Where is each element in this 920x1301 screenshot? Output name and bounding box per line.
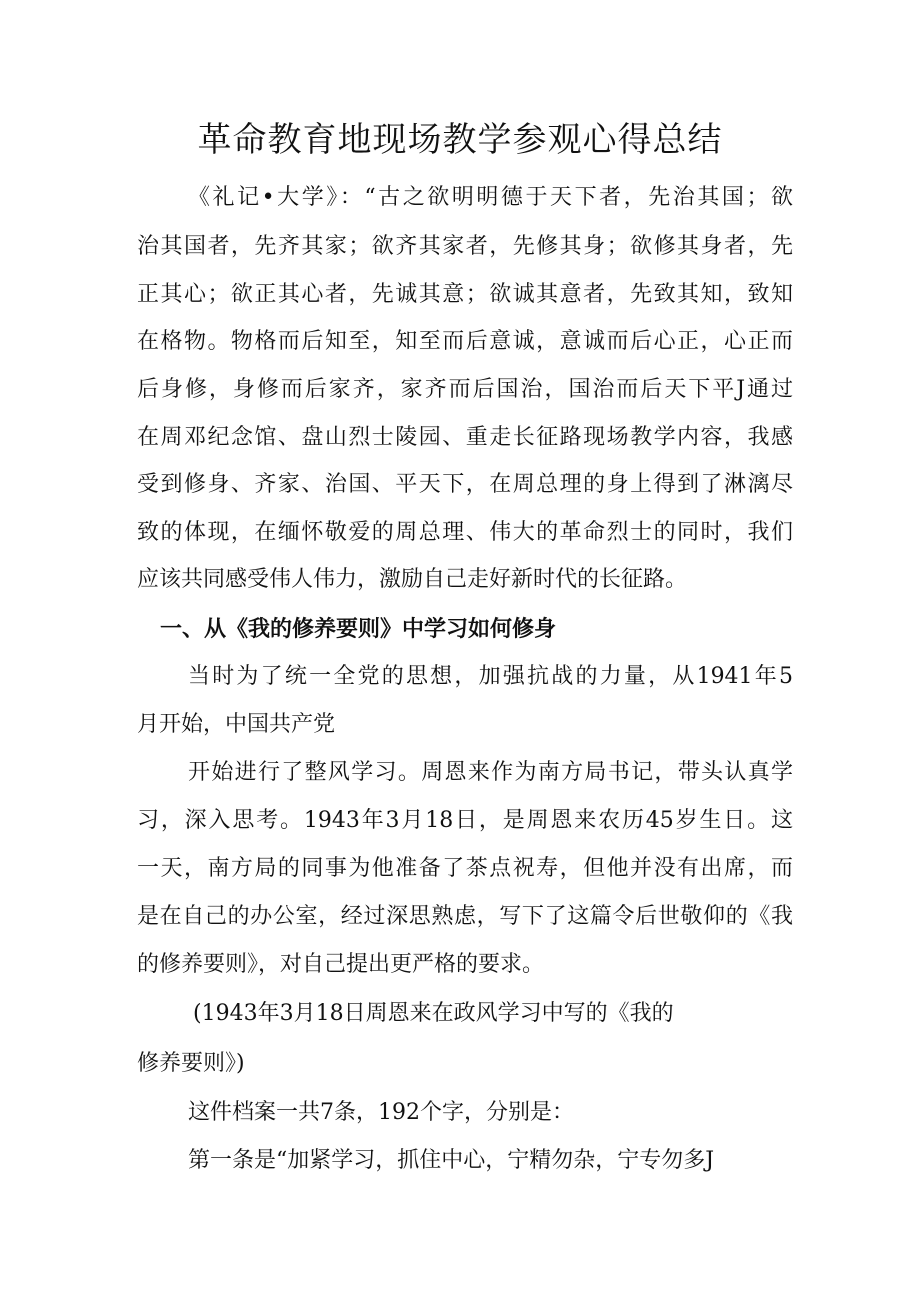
intro-line-9: 应该共同感受伟人伟力，激励自己走好新时代的长征路。: [137, 567, 688, 592]
intro-line-7: 受到修身、齐家、治国、平天下，在周总理的身上得到了淋漓尽: [137, 472, 793, 497]
document-title: 革命教育地现场教学参观心得总结: [197, 120, 723, 160]
caption-line-2: 修养要则》): [137, 1051, 245, 1076]
para1-line-1: 当时为了统一全党的思想，加强抗战的力量，从1941年5: [188, 664, 793, 689]
intro-line-3: 正其心；欲正其心者，先诚其意；欲诚其意者，先致其知，致知: [137, 282, 793, 307]
para2-line-5: 的修养要则》，对自己提出更严格的要求。: [137, 952, 545, 977]
intro-line-4: 在格物。物格而后知至，知至而后意诚，意诚而后心正，心正而: [137, 329, 793, 354]
para2-line-2: 习，深入思考。1943年3月18日，是周恩来农历45岁生日。这: [137, 808, 793, 833]
para2-line-1: 开始进行了整风学习。周恩来作为南方局书记，带头认真学: [188, 760, 793, 785]
para2-line-4: 是在自己的办公室，经过深思熟虑，写下了这篇令后世敬仰的《我: [137, 904, 793, 929]
caption-line-1: (1943年3月18日周恩来在政风学习中写的《我的: [193, 1001, 674, 1026]
intro-line-1: 《礼记•大学》：“古之欲明明德于天下者，先治其国；欲: [188, 185, 793, 210]
intro-line-5: 后身修，身修而后家齐，家齐而后国治，国治而后天下平J通过: [137, 377, 793, 402]
section-heading: 一、从《我的修养要则》中学习如何修身: [160, 616, 557, 642]
intro-line-8: 致的体现，在缅怀敬爱的周总理、伟大的革命烈士的同时，我们: [137, 520, 793, 545]
intro-line-6: 在周邓纪念馆、盘山烈士陵园、重走长征路现场教学内容，我感: [137, 425, 793, 450]
para1-line-2: 月开始，中国共产党: [137, 712, 336, 737]
para2-line-3: 一天，南方局的同事为他准备了茶点祝寿，但他并没有出席，而: [137, 856, 793, 881]
para4-line: 第一条是“加紧学习，抓住中心，宁精勿杂，宁专勿多J: [188, 1148, 715, 1173]
intro-line-2: 治其国者，先齐其家；欲齐其家者，先修其身；欲修其身者，先: [137, 234, 793, 259]
para3-line: 这件档案一共7条，192个字，分别是：: [188, 1100, 574, 1125]
